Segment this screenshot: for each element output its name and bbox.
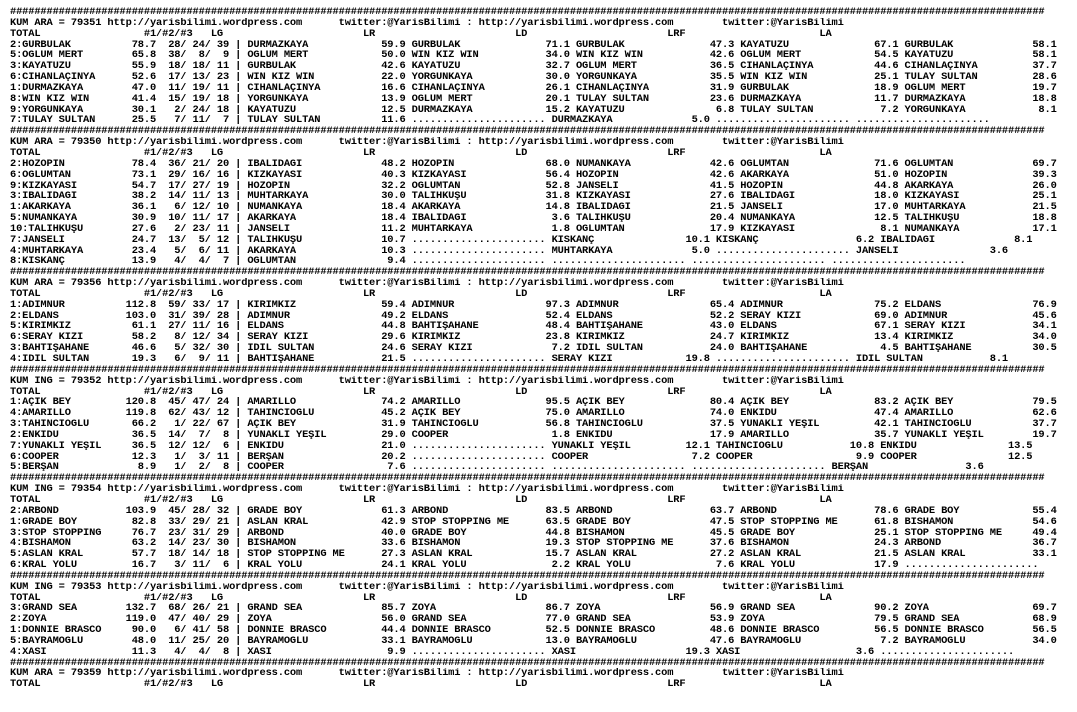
horse-row: 5:NUMANKAYA 30.9 10/ 11/ 17 | AKARKAYA 18.4 İBALIDAĞI 3.6 TALİHKUŞU 20.4 NUMANKAYA 12.5 TALİHKUŞU 18.8: [10, 213, 1057, 224]
horse-row: 7:TÜLAY SULTAN 25.5 7/ 11/ 7 | TÜLAY SULTAN 11.6 ...................... DURMAZKAYA 5.0 ...................... ......................: [10, 115, 990, 127]
horse-row: 6:COOPER 12.3 1/ 3/ 11 | BERŞAN 20.2 ...................... COOPER 7.2 COOPER 9.9 COOPER 12.5: [10, 451, 1033, 463]
column-header-line: TOTAL #1/#2/#3 LG LR LD LRF LA: [10, 147, 832, 159]
horse-row: 4:İDİL SULTAN 19.3 6/ 9/ 11 | BAHTİŞAHANE 21.5 ...................... SERAY KIZI 19.8 ...................... İDİL SULTAN 8.1: [10, 354, 1009, 365]
separator-line: ##########################################################################################################################################################################: [10, 570, 1045, 582]
horse-row: 6:KRAL YOLU 16.7 3/ 11/ 6 | KRAL YOLU 24.1 KRAL YOLU 2.2 KRAL YOLU 7.6 KRAL YOLU 17.9 ......................: [10, 560, 1039, 571]
horse-row: 3:STOP STOPPING 76.7 23/ 31/ 29 | ARBOND 40.0 GRADE BOY 44.8 BİSHAMON 45.5 GRADE BOY 25.1 STOP STOPPING ME 49.4: [10, 527, 1057, 539]
horse-row: 6:OĞLUMTAN 73.1 29/ 16/ 16 | KIZKAYASI 40.3 KIZKAYASI 56.4 HOZOPİN 42.6 AKARKAYA 51.0 HOZOPİN 39.3: [10, 169, 1057, 181]
race-header-line: KUM ING = 79354 http://yarisbilimi.wordpress.com twitter:@YarisBilimi : http://yarisbilimi.wordpress.com twitter:@YarisBilimi: [10, 484, 844, 495]
horse-row: 3:TAHİNCİOĞLU 66.2 1/ 22/ 67 | AÇIK BEY 31.9 TAHİNCİOĞLU 56.8 TAHİNCİOĞLU 37.5 YUNAKLI YEŞİL 42.1 TAHİNCİOĞLU 37.7: [10, 419, 1057, 430]
horse-row: 4:BİSHAMON 63.2 14/ 23/ 30 | BİSHAMON 33.6 BİSHAMON 19.3 STOP STOPPING ME 37.6 BİSHAMON 24.3 ARBOND 36.7: [10, 538, 1057, 550]
horse-row: 1:AÇIK BEY 120.8 45/ 47/ 24 | AMARILLO 74.2 AMARILLO 95.5 AÇIK BEY 80.4 AÇIK BEY 83.2 AÇIK BEY 79.5: [10, 397, 1057, 409]
horse-row: 10:TALİHKUŞU 27.6 2/ 23/ 11 | JANSELİ 11.2 MUHTARKAYA 1.8 OĞLUMTAN 17.9 KIZKAYASI 8.1 NUMANKAYA 17.1: [10, 223, 1057, 235]
race-header-line: KUM ARA = 79351 http://yarisbilimi.wordpress.com twitter:@YarisBilimi : http://yarisbilimi.wordpress.com twitter:@YarisBilimi: [10, 17, 844, 29]
horse-row: 4:MUHTARKAYA 23.4 5/ 6/ 11 | AKARKAYA 10.3 ...................... MUHTARKAYA 5.0 ...................... JANSELİ 3.6: [10, 245, 1009, 257]
horse-row: 3:BAHTİŞAHANE 46.6 5/ 32/ 30 | İDİL SULTAN 24.6 SERAY KIZI 7.2 İDİL SULTAN 24.0 BAHTİŞAHANE 4.5 BAHTİŞAHANE 30.5: [10, 343, 1057, 354]
horse-row: 2:HOZOPİN 78.4 36/ 21/ 20 | İBALIDAĞI 48.2 HOZOPİN 68.0 NUMANKAYA 42.6 OĞLUMTAN 71.6 OĞLUMTAN 69.7: [10, 158, 1057, 170]
column-header-line: TOTAL #1/#2/#3 LG LR LD LRF LA: [10, 386, 832, 398]
column-header-line: TOTAL #1/#2/#3 LG LR LD LRF LA: [10, 494, 832, 506]
race-header-line: KUM ARA = 79350 http://yarisbilimi.wordpress.com twitter:@YarisBilimi : http://yarisbilimi.wordpress.com twitter:@YarisBilimi: [10, 137, 844, 148]
horse-row: 1:DURMAZKAYA 47.0 11/ 19/ 11 | CİHANLAÇİNYA 16.6 CİHANLAÇİNYA 26.1 CİHANLAÇİNYA 31.9 GÜRBULAK 18.9 OĞLUM MERT 19.7: [10, 82, 1057, 94]
separator-line: ##########################################################################################################################################################################: [10, 473, 1045, 485]
separator-line: ##########################################################################################################################################################################: [10, 267, 1045, 279]
race-stats-report: [10, 7, 1057, 690]
horse-row: 5:BAYRAMOĞLU 48.0 11/ 25/ 20 | BAYRAMOĞLU 33.1 BAYRAMOĞLU 13.0 BAYRAMOĞLU 47.6 BAYRAMOĞLU 7.2 BAYRAMOĞLU 34.0: [10, 635, 1057, 647]
horse-row: 3:GRAND SEA 132.7 68/ 26/ 21 | GRAND SEA 85.7 ZOYA 86.7 ZOYA 56.9 GRAND SEA 90.2 ZOYA 69.7: [10, 603, 1057, 615]
separator-line: ##########################################################################################################################################################################: [10, 126, 1045, 138]
horse-row: 9:YORGUNKAYA 30.1 2/ 24/ 18 | KAYATUZU 12.5 DURMAZKAYA 15.2 KAYATUZU 6.8 TÜLAY SULTAN 7.2 YORGUNKAYA 8.1: [10, 104, 1057, 116]
horse-row: 3:KAYATUZU 55.9 18/ 18/ 11 | GÜRBULAK 42.6 KAYATUZU 32.7 OĞLUM MERT 36.5 CİHANLAÇİNYA 44.6 CİHANLAÇİNYA 37.7: [10, 61, 1057, 73]
column-header-line: TOTAL #1/#2/#3 LG LR LD LRF LA: [10, 592, 832, 604]
column-header-line: TOTAL #1/#2/#3 LG LR LD LRF LA: [10, 28, 832, 40]
horse-row: 2:ELDANS 103.0 31/ 39/ 28 | ADIMNUR 49.2 ELDANS 52.4 ELDANS 52.2 SERAY KIZI 69.0 ADIMNUR 45.6: [10, 310, 1057, 322]
horse-row: 1:GRADE BOY 82.8 33/ 29/ 21 | ASLAN KRAL 42.9 STOP STOPPING ME 63.5 GRADE BOY 47.5 STOP STOPPING ME 61.8 BİSHAMON 54.6: [10, 516, 1057, 528]
horse-row: 1:AKARKAYA 36.1 6/ 12/ 10 | NUMANKAYA 18.4 AKARKAYA 14.8 İBALIDAĞI 21.5 JANSELİ 17.0 MUHTARKAYA 21.5: [10, 202, 1057, 214]
horse-row: 8:WIN KIZ WIN 41.4 15/ 19/ 18 | YORGUNKAYA 13.9 OĞLUM MERT 20.1 TÜLAY SULTAN 23.6 DURMAZKAYA 11.7 DURMAZKAYA 18.8: [10, 93, 1057, 105]
horse-row: 4:AMARILLO 119.8 62/ 43/ 12 | TAHİNCİOĞLU 45.2 AÇIK BEY 75.0 AMARILLO 74.0 ENKIDU 47.4 AMARILLO 62.6: [10, 408, 1057, 420]
horse-row: 4:XASİ 11.3 4/ 4/ 8 | XASİ 9.9 ...................... XASİ 19.3 XASİ 3.6 ......................: [10, 646, 1015, 658]
horse-row: 8:KISKANÇ 13.9 4/ 4/ 7 | OĞLUMTAN 9.4 ...................... ...................... ...................... ......................: [10, 256, 966, 268]
horse-row: 2:ZOYA 119.0 47/ 40/ 29 | ZOYA 56.0 GRAND SEA 77.0 GRAND SEA 53.9 ZOYA 79.5 GRAND SEA 68.9: [10, 614, 1057, 626]
race-header-line: KUM ING = 79353 http://yarisbilimi.wordpress.com twitter:@YarisBilimi : http://yarisbilimi.wordpress.com twitter:@YarisBilimi: [10, 581, 844, 593]
separator-line: ##########################################################################################################################################################################: [10, 7, 1045, 18]
horse-row: 7:YUNAKLI YEŞİL 36.5 12/ 12/ 6 | ENKIDU 21.0 ...................... YUNAKLI YEŞİL 12.1 TAHİNCİOĞLU 10.8 ENKIDU 13.5: [10, 440, 1033, 452]
horse-row: 1:DONNIE BRASCO 90.0 6/ 41/ 58 | DONNIE BRASCO 44.4 DONNIE BRASCO 52.5 DONNIE BRASCO 48.6 DONNIE BRASCO 56.5 DONNIE BRASCO 56.5: [10, 625, 1057, 636]
horse-row: 5:KIRIMKIZ 61.1 27/ 11/ 16 | ELDANS 44.8 BAHTİŞAHANE 48.4 BAHTİŞAHANE 43.0 ELDANS 67.1 SERAY KIZI 34.1: [10, 321, 1057, 333]
column-header-line: TOTAL #1/#2/#3 LG LR LD LRF LA: [10, 288, 832, 300]
horse-row: 5:OĞLUM MERT 65.8 38/ 8/ 9 | OĞLUM MERT 50.0 WIN KIZ WIN 34.0 WIN KIZ WIN 42.6 OĞLUM MERT 54.5 KAYATUZU 58.1: [10, 50, 1057, 62]
horse-row: 9:KIZKAYASI 54.7 17/ 27/ 19 | HOZOPİN 32.2 OĞLUMTAN 52.8 JANSELİ 41.5 HOZOPİN 44.8 AKARKAYA 26.0: [10, 180, 1057, 192]
horse-row: 2:ARBOND 103.9 45/ 28/ 32 | GRADE BOY 61.3 ARBOND 83.5 ARBOND 63.7 ARBOND 78.6 GRADE BOY 55.4: [10, 505, 1057, 517]
horse-row: 2:GÜRBULAK 78.7 28/ 24/ 39 | DURMAZKAYA 59.9 GÜRBULAK 71.1 GÜRBULAK 47.3 KAYATUZU 67.1 GÜRBULAK 58.1: [10, 39, 1057, 51]
horse-row: 2:ENKIDU 36.5 14/ 7/ 8 | YUNAKLI YEŞİL 29.0 COOPER 1.8 ENKIDU 17.9 AMARILLO 35.7 YUNAKLI YEŞİL 19.7: [10, 429, 1057, 441]
separator-line: ##########################################################################################################################################################################: [10, 657, 1045, 669]
race-header-line: KUM ARA = 79359 http://yarisbilimi.wordpress.com twitter:@YarisBilimi : http://yarisbilimi.wordpress.com twitter:@YarisBilimi: [10, 668, 844, 680]
separator-line: ##########################################################################################################################################################################: [10, 364, 1045, 376]
horse-row: 5:ASLAN KRAL 57.7 18/ 14/ 18 | STOP STOPPING ME 27.3 ASLAN KRAL 15.7 ASLAN KRAL 27.2 ASLAN KRAL 21.5 ASLAN KRAL 33.1: [10, 549, 1057, 561]
horse-row: 3:İBALIDAĞI 38.2 14/ 11/ 13 | MUHTARKAYA 30.0 TALİHKUŞU 31.8 KIZKAYASI 27.6 İBALIDAĞI 18.0 KIZKAYASI 25.1: [10, 191, 1057, 203]
horse-row: 6:SERAY KIZI 58.2 8/ 12/ 34 | SERAY KIZI 29.6 KIRIMKIZ 23.8 KIRIMKIZ 24.7 KIRIMKIZ 13.4 KIRIMKIZ 34.0: [10, 332, 1057, 344]
horse-row: 6:CİHANLAÇİNYA 52.6 17/ 13/ 23 | WIN KIZ WIN 22.0 YORGUNKAYA 30.0 YORGUNKAYA 35.5 WIN KIZ WIN 25.1 TÜLAY SULTAN 28.6: [10, 72, 1057, 83]
race-header-line: KUM ARA = 79356 http://yarisbilimi.wordpress.com twitter:@YarisBilimi : http://yarisbilimi.wordpress.com twitter:@YarisBilimi: [10, 278, 844, 289]
column-header-line: TOTAL #1/#2/#3 LG LR LD LRF LA: [10, 679, 832, 691]
horse-row: 1:ADIMNUR 112.8 59/ 33/ 17 | KIRIMKIZ 59.4 ADIMNUR 97.3 ADIMNUR 65.4 ADIMNUR 75.2 ELDANS 76.9: [10, 299, 1057, 311]
race-header-line: KUM ING = 79352 http://yarisbilimi.wordpress.com twitter:@YarisBilimi : http://yarisbilimi.wordpress.com twitter:@YarisBilimi: [10, 375, 844, 387]
horse-row: 7:JANSELİ 24.7 13/ 5/ 12 | TALİHKUŞU 10.7 ...................... KISKANÇ 10.1 KISKANÇ 6.2 İBALIDAĞI 8.1: [10, 234, 1033, 246]
horse-row: 5:BERŞAN 8.9 1/ 2/ 8 | COOPER 7.6 ...................... ...................... ...................... BERŞAN 3.6: [10, 462, 984, 474]
